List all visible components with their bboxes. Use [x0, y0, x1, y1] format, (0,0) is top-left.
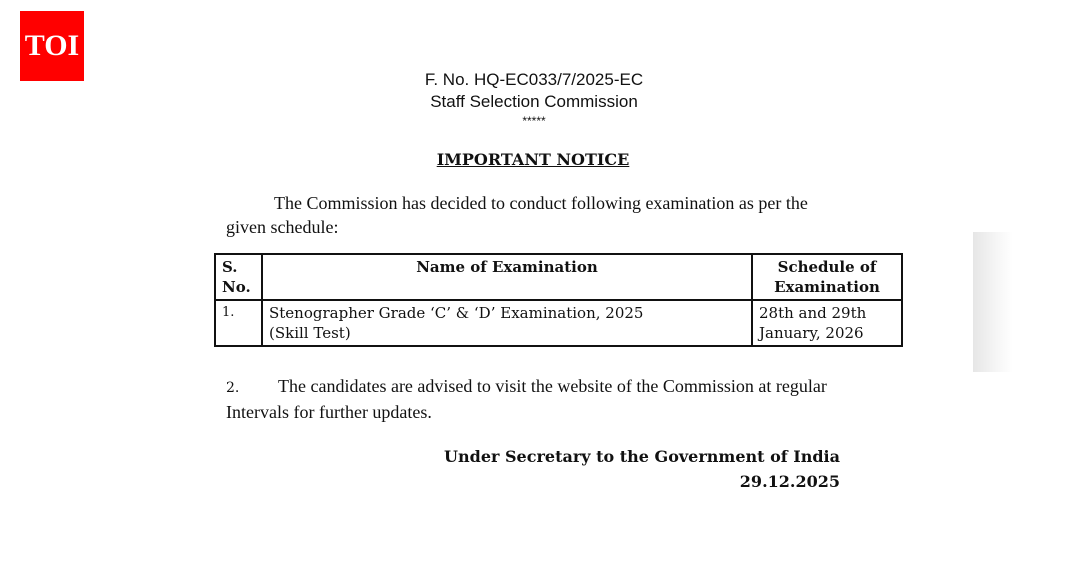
point-2-number: 2. — [226, 380, 240, 396]
table-row — [215, 300, 902, 346]
header-exam-name: Name of Examination — [262, 254, 752, 300]
schedule-line1: 28th and 29th — [759, 304, 867, 322]
file-number: F. No. HQ-EC033/7/2025-EC — [424, 70, 644, 89]
table-header-row — [215, 254, 902, 300]
exam-name-line1: Stenographer Grade ‘C’ & ‘D’ Examination, 2025 — [269, 304, 644, 322]
cell-exam-name — [262, 300, 752, 346]
header-schedule: Schedule of Examination — [752, 254, 902, 300]
signatory: Under Secretary to the Government of India — [444, 447, 840, 466]
exam-schedule-table — [214, 253, 903, 347]
cell-sno: 1. — [215, 300, 262, 346]
point-2-paragraph — [226, 374, 836, 424]
organization-name: Staff Selection Commission — [430, 92, 638, 111]
notice-date: 29.12.2025 — [739, 472, 840, 491]
intro-paragraph: The Commission has decided to conduct following examination as per the given schedule: — [226, 193, 808, 237]
exam-name-line2: (Skill Test) — [269, 324, 351, 342]
notice-title: IMPORTANT NOTICE — [436, 150, 630, 169]
schedule-line2: January, 2026 — [759, 324, 864, 342]
side-shadow — [973, 232, 1013, 372]
cell-schedule — [752, 300, 902, 346]
point-2-text: The candidates are advised to visit the website of the Commission at regular Intervals for further updates. — [226, 376, 827, 422]
toi-logo: TOI — [20, 11, 84, 81]
header-sno: S. No. — [215, 254, 262, 300]
separator-stars: ***** — [522, 114, 546, 128]
